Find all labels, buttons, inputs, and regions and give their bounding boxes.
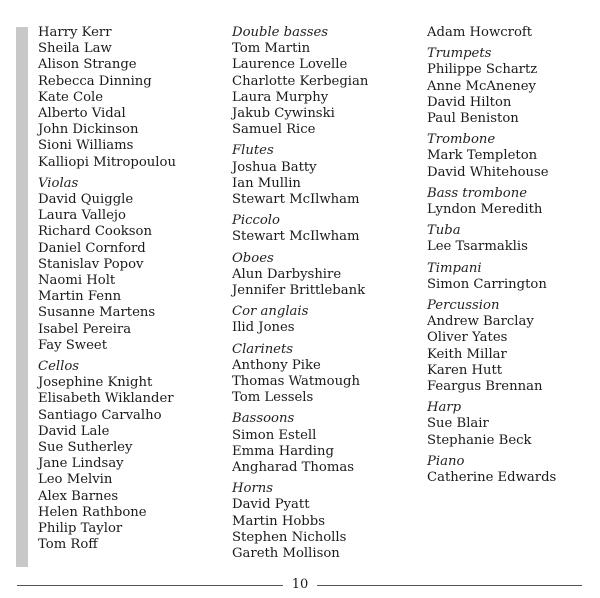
section-heading: Trumpets — [427, 46, 492, 62]
musician-name: Alun Darbyshire — [232, 266, 342, 282]
section-heading: Piano — [427, 453, 465, 469]
margin-bar — [16, 27, 28, 567]
musician-name: Charlotte Kerbegian — [232, 73, 369, 89]
column-3 — [427, 25, 556, 486]
musician-name: Ian Mullin — [232, 175, 301, 191]
musician-name: Naomi Holt — [38, 273, 116, 289]
musician-name: Harry Kerr — [38, 25, 112, 40]
musician-name: Joshua Batty — [232, 159, 317, 175]
musician-name: Stewart McIlwham — [232, 229, 360, 245]
musician-name: David Quiggle — [38, 192, 134, 208]
musician-name: Laura Murphy — [232, 89, 329, 105]
musician-name: Anthony Pike — [232, 357, 321, 373]
musician-name: Gareth Mollison — [232, 546, 340, 562]
musician-name: Angharad Thomas — [232, 460, 354, 476]
section — [232, 251, 368, 300]
section — [232, 481, 368, 562]
section — [427, 400, 556, 449]
musician-name: Alison Strange — [38, 57, 137, 73]
musician-name: Kate Cole — [38, 89, 104, 105]
section — [427, 186, 556, 218]
musician-name: Tom Martin — [232, 41, 311, 57]
musician-name: Stephen Nicholls — [232, 529, 347, 545]
section-heading: Cor anglais — [232, 304, 309, 320]
section-heading: Oboes — [232, 250, 274, 266]
musician-name: Paul Beniston — [427, 111, 519, 127]
section — [38, 176, 176, 354]
column-2 — [232, 25, 368, 562]
musician-name: Leo Melvin — [38, 472, 113, 488]
musician-name: Jakub Cywinski — [232, 106, 335, 122]
musician-name: Jennifer Brittlebank — [232, 283, 366, 299]
section-heading: Flutes — [232, 143, 274, 159]
musician-name: Emma Harding — [232, 443, 334, 459]
musician-name: David Hilton — [427, 94, 512, 110]
musician-name: Martin Fenn — [38, 289, 122, 305]
section-heading: Harp — [427, 400, 462, 416]
section-heading: Clarinets — [232, 341, 294, 357]
section — [232, 213, 368, 245]
musician-name: Daniel Cornford — [38, 240, 146, 256]
musician-name: Oliver Yates — [427, 330, 508, 346]
section-heading: Percussion — [427, 298, 500, 314]
musician-name: Lyndon Meredith — [427, 202, 543, 218]
section — [427, 46, 556, 127]
musician-name: Keith Millar — [427, 346, 507, 362]
section — [427, 454, 556, 486]
section-heading: Double basses — [232, 25, 329, 40]
section — [232, 304, 368, 336]
musician-name: Mark Templeton — [427, 148, 538, 164]
musician-name: Helen Rathbone — [38, 504, 147, 520]
musician-name: Elisabeth Wiklander — [38, 391, 174, 407]
musician-name: Sheila Law — [38, 41, 112, 57]
musician-name: Philip Taylor — [38, 521, 123, 537]
musician-name: Richard Cookson — [38, 224, 152, 240]
section — [232, 143, 368, 208]
musician-name: David Lale — [38, 423, 110, 439]
musician-name: Sioni Williams — [38, 138, 134, 154]
musician-name: Samuel Rice — [232, 122, 316, 138]
section-heading: Horns — [232, 481, 274, 497]
musician-name: Tom Roff — [38, 537, 98, 553]
musician-name: Sue Blair — [427, 416, 489, 432]
musician-name: Tom Lessels — [232, 390, 314, 406]
section — [38, 359, 176, 553]
section — [232, 411, 368, 476]
page-number: 10 — [291, 577, 309, 592]
section — [232, 25, 368, 138]
musician-name: Stephanie Beck — [427, 432, 532, 448]
section — [427, 25, 556, 41]
musician-name: Philippe Schartz — [427, 62, 538, 78]
section-heading: Tuba — [427, 223, 461, 239]
musician-name: Alberto Vidal — [38, 106, 126, 122]
musician-name: Anne McAneney — [427, 78, 536, 94]
footer-rule-left — [17, 585, 283, 586]
musician-name: Feargus Brennan — [427, 379, 543, 395]
section-heading: Piccolo — [232, 213, 280, 229]
musician-name: Santiago Carvalho — [38, 407, 162, 423]
musician-name: Andrew Barclay — [427, 314, 534, 330]
section-heading: Cellos — [38, 359, 80, 375]
musician-name: Isabel Pereira — [38, 321, 132, 337]
musician-name: John Dickinson — [38, 122, 139, 138]
musician-name: Rebecca Dinning — [38, 73, 152, 89]
section-heading: Timpani — [427, 260, 482, 276]
section-heading: Bassoons — [232, 411, 295, 427]
section — [232, 342, 368, 407]
musician-name: Laura Vallejo — [38, 208, 126, 224]
section-heading: Violas — [38, 175, 79, 191]
musician-name: Susanne Martens — [38, 305, 156, 321]
musician-name: Josephine Knight — [38, 375, 153, 391]
section — [427, 223, 556, 255]
musician-name: Martin Hobbs — [232, 513, 325, 529]
column-1 — [38, 25, 176, 554]
section — [427, 261, 556, 293]
musician-name: Stanislav Popov — [38, 256, 144, 272]
musician-name: Karen Hutt — [427, 362, 503, 378]
musician-name: Simon Estell — [232, 427, 317, 443]
section-heading: Trombone — [427, 132, 496, 148]
musician-name: Alex Barnes — [38, 488, 119, 504]
musician-name: Kalliopi Mitropoulou — [38, 154, 176, 170]
musician-name: Lee Tsarmaklis — [427, 239, 528, 255]
musician-name: Ilid Jones — [232, 320, 295, 336]
section — [427, 298, 556, 395]
footer-rule-right — [317, 585, 582, 586]
musician-name: David Pyatt — [232, 497, 310, 513]
musician-name: Thomas Watmough — [232, 374, 360, 390]
section — [38, 25, 176, 171]
musician-name: Laurence Lovelle — [232, 57, 348, 73]
musician-name: David Whitehouse — [427, 164, 549, 180]
musician-name: Adam Howcroft — [427, 25, 533, 40]
musician-name: Sue Sutherley — [38, 440, 133, 456]
musician-name: Jane Lindsay — [38, 456, 124, 472]
musician-name: Simon Carrington — [427, 276, 547, 292]
section-heading: Bass trombone — [427, 185, 528, 201]
musician-name: Catherine Edwards — [427, 470, 557, 486]
musician-name: Stewart McIlwham — [232, 192, 360, 208]
musician-name: Fay Sweet — [38, 337, 107, 353]
section — [427, 132, 556, 181]
